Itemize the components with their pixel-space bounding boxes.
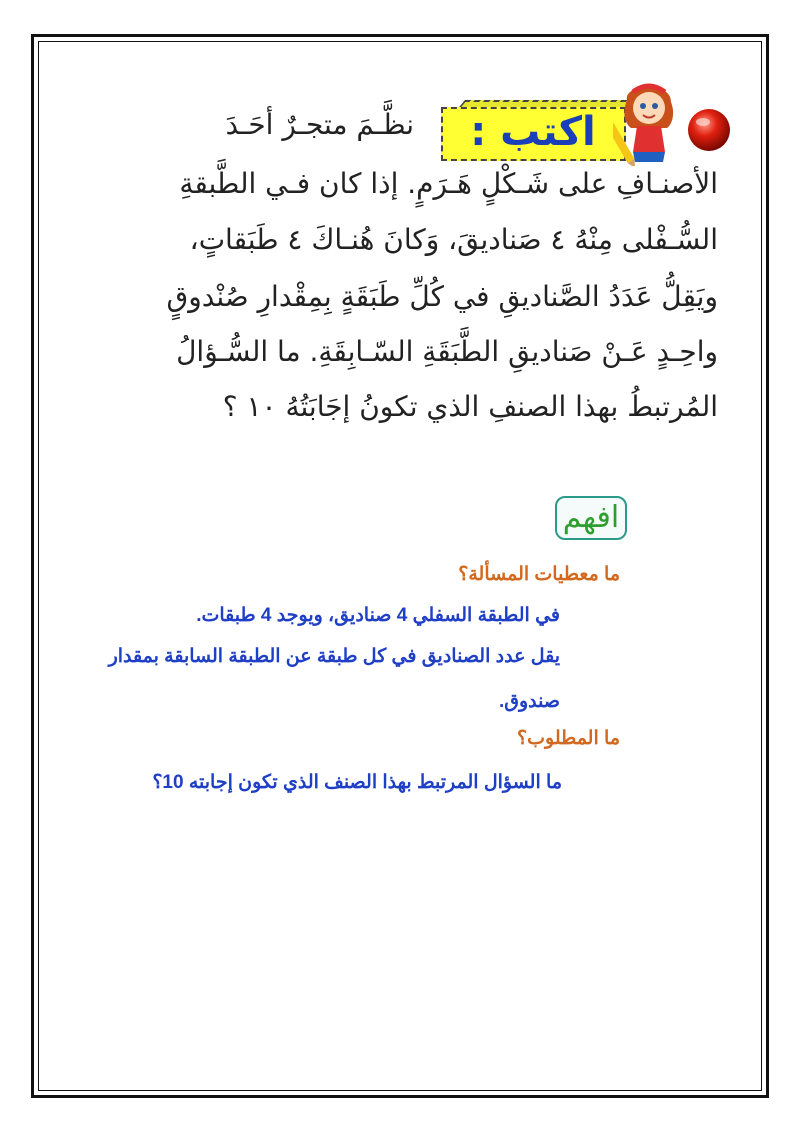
given-line-3: صندوق. bbox=[498, 691, 560, 712]
problem-line-4: ويَقِلُّ عَدَدُ الصَّناديقِ في كُلِّ طَبَقَةٍ بِمِقْدارِ صُنْدوقٍ bbox=[166, 280, 718, 313]
problem-line-1: نظَّـمَ متجـرٌ أحَـدَ bbox=[225, 108, 414, 141]
girl-with-pencil-icon bbox=[613, 78, 683, 166]
given-question: ما معطيات المسألة؟ bbox=[458, 564, 620, 585]
problem-line-6: المُرتبطُ بهذا الصنفِ الذي تكونُ إجَابَتُهُ ١٠ ؟ bbox=[222, 390, 718, 423]
required-question: ما المطلوب؟ bbox=[517, 728, 620, 749]
red-ball-icon bbox=[686, 107, 732, 153]
required-answer: ما السؤال المرتبط بهذا الصنف الذي تكون إجابته 10؟ bbox=[152, 772, 562, 793]
given-line-2: يقل عدد الصناديق في كل طبقة عن الطبقة السابقة بمقدار bbox=[108, 646, 560, 667]
understand-title: افهم bbox=[562, 500, 620, 535]
write-label: اكتب : bbox=[470, 109, 596, 155]
problem-line-5: واحِـدٍ عَـنْ صَناديقِ الطَّبَقَةِ السّـابِقَةِ. ما السُّـؤالُ bbox=[176, 335, 718, 368]
problem-line-3: السُّـفْلى مِنْهُ ٤ صَناديقَ، وَكانَ هُنـاكَ ٤ طَبَقاتٍ، bbox=[189, 223, 718, 256]
given-line-1: في الطبقة السفلي 4 صناديق، ويوجد 4 طبقات. bbox=[196, 605, 560, 626]
problem-line-2: الأصنـافِ على شَـكْلٍ هَـرَمٍ. إذا كان فـي الطَّبقةِ bbox=[179, 167, 718, 200]
